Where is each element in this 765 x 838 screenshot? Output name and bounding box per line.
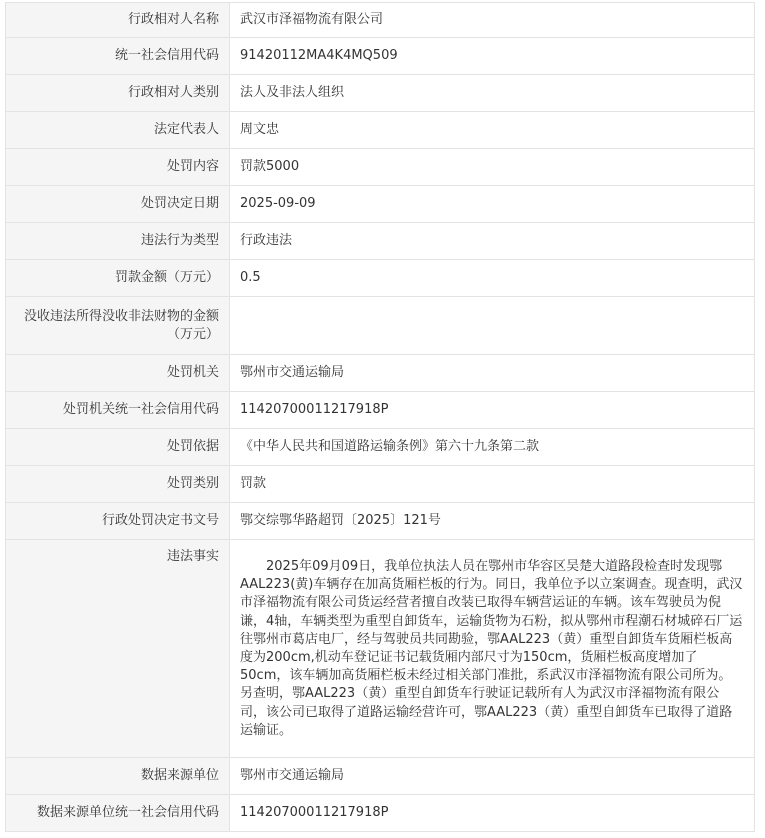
field-label: 处罚机关: [6, 355, 230, 392]
table-row: [6, 466, 755, 503]
field-label: 数据来源单位: [6, 758, 230, 795]
table-row: [6, 297, 755, 355]
table-row: [6, 75, 755, 112]
table-row: [6, 3, 755, 38]
field-label: 违法行为类型: [6, 223, 230, 260]
field-label: 处罚决定日期: [6, 186, 230, 223]
table-row: [6, 540, 755, 758]
field-value: [230, 297, 755, 355]
field-value: 《中华人民共和国道路运输条例》第六十九条第二款: [230, 429, 755, 466]
penalty-info-table: [5, 2, 755, 832]
field-label: 处罚类别: [6, 466, 230, 503]
table-row: [6, 392, 755, 429]
table-row: [6, 112, 755, 149]
field-value: 罚款5000: [230, 149, 755, 186]
field-value: 罚款: [230, 466, 755, 503]
penalty-info-table-container: [5, 2, 755, 832]
field-label: 统一社会信用代码: [6, 38, 230, 75]
field-label: 行政处罚决定书文号: [6, 503, 230, 540]
field-label: 处罚内容: [6, 149, 230, 186]
field-value: 2025-09-09: [230, 186, 755, 223]
table-row: [6, 223, 755, 260]
table-row: [6, 795, 755, 832]
field-value: 行政违法: [230, 223, 755, 260]
field-value: 鄂交综鄂华路超罚〔2025〕121号: [230, 503, 755, 540]
table-row: [6, 758, 755, 795]
field-label: 数据来源单位统一社会信用代码: [6, 795, 230, 832]
table-row: [6, 429, 755, 466]
field-label: 处罚机关统一社会信用代码: [6, 392, 230, 429]
field-label: 罚款金额（万元）: [6, 260, 230, 297]
table-row: [6, 260, 755, 297]
field-label: 行政相对人类别: [6, 75, 230, 112]
field-value: 鄂州市交通运输局: [230, 355, 755, 392]
table-row: [6, 503, 755, 540]
field-value: 91420112MA4K4MQ509: [230, 38, 755, 75]
field-value: 2025年09月09日，我单位执法人员在鄂州市华容区吴楚大道路段检查时发现鄂AAL223(黄)车辆存在加高货厢栏板的行为。同日，我单位予以立案调查。现查明，武汉市泽福物流有限公司货运经营者擅自改装已取得车辆营运证的车辆。该车驾驶员为倪谦，4轴，车辆类型为重型自卸货车，运输货物为石粉，拟从鄂州市程潮石材城碎石厂运往鄂州市葛店电厂，经与驾驶员共同勘验，鄂AAL223（黄）重型自卸货车货厢栏板高度为200cm,机动车登记证书记载货厢内部尺寸为150cm，货厢栏板高度增加了50cm，该车辆加高货厢栏板未经过相关部门准批，系武汉市泽福物流有限公司所为。另查明，鄂AAL223（黄）重型自卸货车行驶证记载所有人为武汉市泽福物流有限公司，该公司已取得了道路运输经营许可，鄂AAL223（黄）重型自卸货车已取得了道路运输证。: [230, 540, 755, 758]
field-value: 1142070001121791​8P: [230, 392, 755, 429]
field-value: 周文忠: [230, 112, 755, 149]
field-label: 行政相对人名称: [6, 3, 230, 38]
field-value: 法人及非法人组织: [230, 75, 755, 112]
table-row: [6, 355, 755, 392]
field-value: 0.5: [230, 260, 755, 297]
field-label: 法定代表人: [6, 112, 230, 149]
table-row: [6, 149, 755, 186]
field-value: 武汉市泽福物流有限公司: [230, 3, 755, 38]
field-label: 处罚依据: [6, 429, 230, 466]
field-label: 违法事实: [6, 540, 230, 758]
field-value: 鄂州市交通运输局: [230, 758, 755, 795]
table-row: [6, 186, 755, 223]
field-value: 11420700011217918P: [230, 795, 755, 832]
field-label: 没收违法所得没收非法财物的金额（万元）: [6, 297, 230, 355]
table-row: [6, 38, 755, 75]
